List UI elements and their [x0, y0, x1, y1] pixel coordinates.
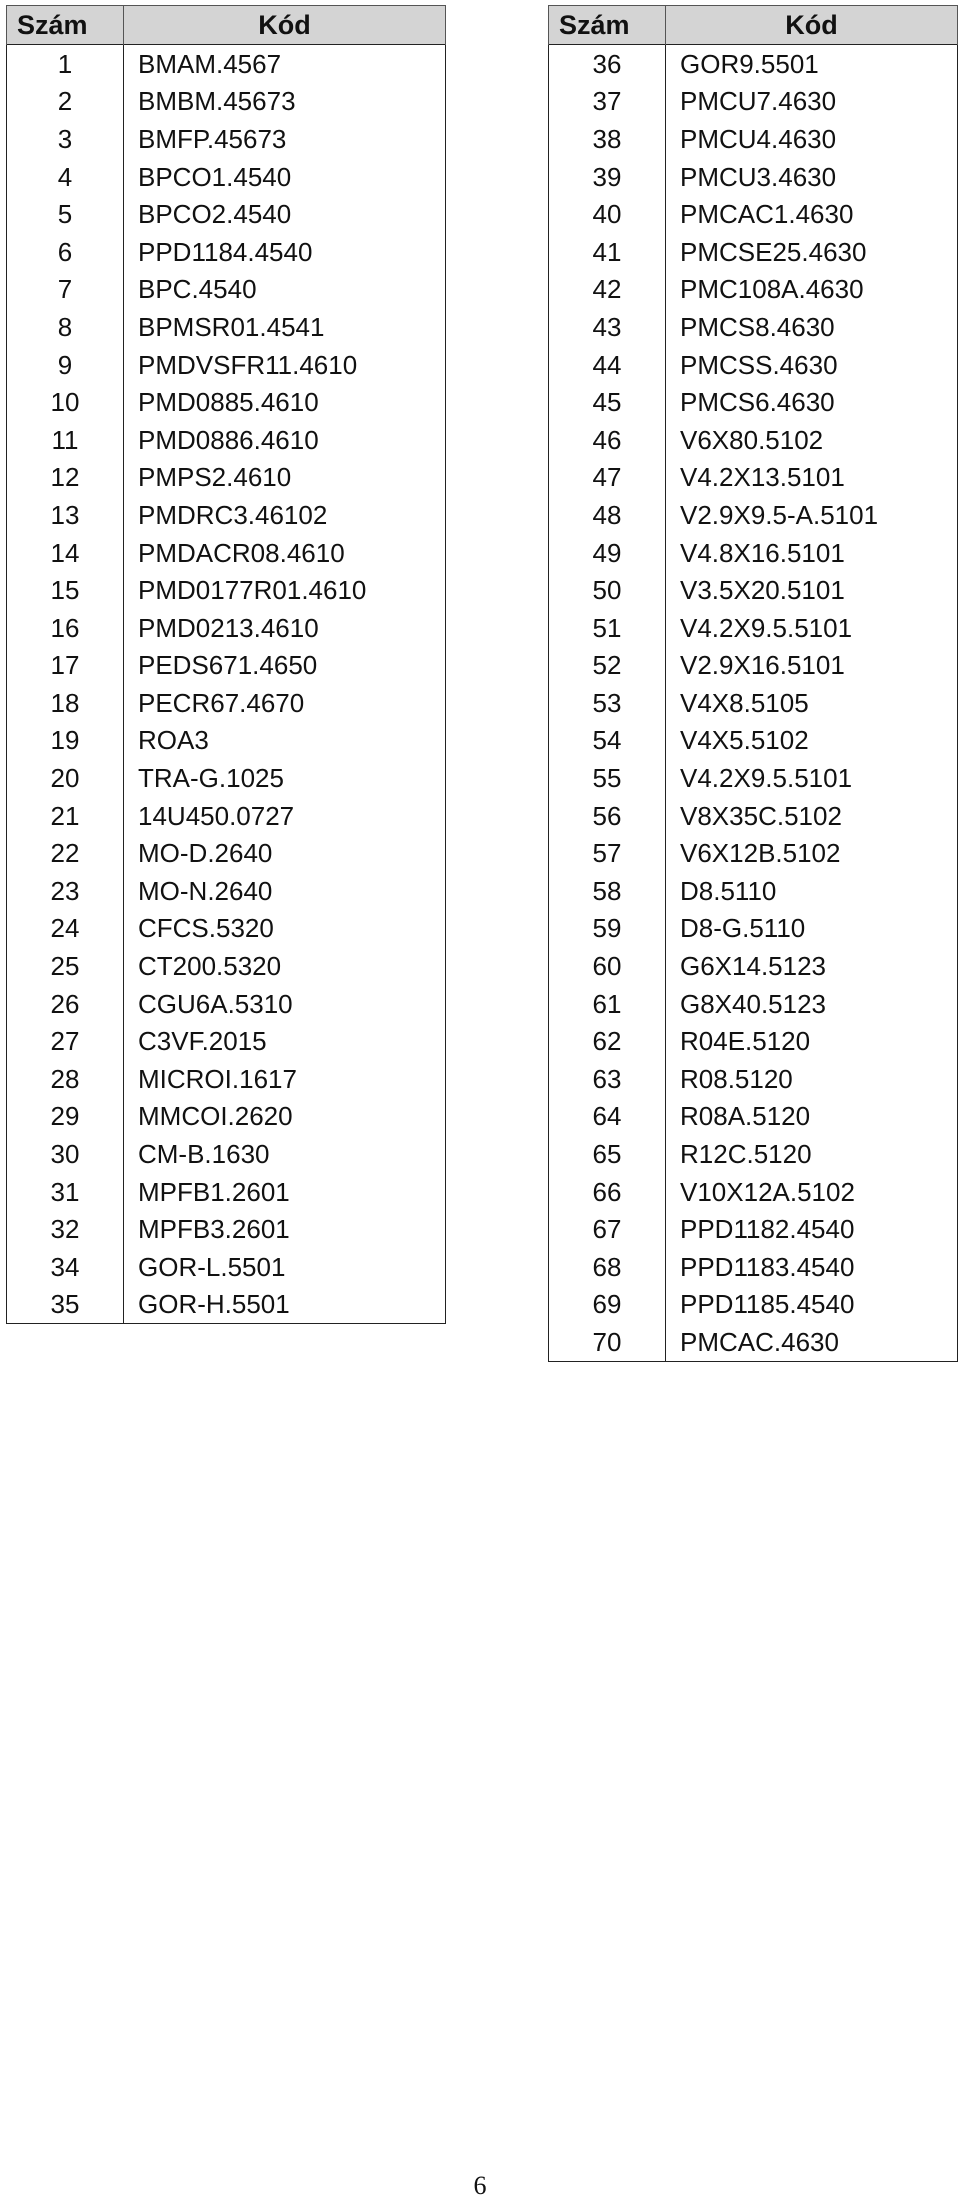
row-code: PPD1183.4540 — [666, 1248, 958, 1286]
row-code: V4.2X9.5.5101 — [666, 609, 958, 647]
row-code: R08A.5120 — [666, 1098, 958, 1136]
row-number: 8 — [7, 308, 124, 346]
row-code: PMCS8.4630 — [666, 308, 958, 346]
row-code: BMFP.45673 — [124, 120, 446, 158]
header-num: Szám — [549, 6, 666, 45]
row-code: G6X14.5123 — [666, 947, 958, 985]
row-code: BPMSR01.4541 — [124, 308, 446, 346]
row-number: 20 — [7, 759, 124, 797]
table-row — [549, 459, 958, 497]
table-row — [7, 722, 446, 760]
row-number: 22 — [7, 834, 124, 872]
row-code: PMCU7.4630 — [666, 83, 958, 121]
row-number: 54 — [549, 722, 666, 760]
row-code: PMCU4.4630 — [666, 120, 958, 158]
row-code: PMCSE25.4630 — [666, 233, 958, 271]
row-code: V6X12B.5102 — [666, 834, 958, 872]
table-row — [549, 910, 958, 948]
row-number: 38 — [549, 120, 666, 158]
table-row — [549, 1060, 958, 1098]
row-code: V4.8X16.5101 — [666, 534, 958, 572]
row-number: 44 — [549, 346, 666, 384]
table-row — [549, 308, 958, 346]
row-number: 28 — [7, 1060, 124, 1098]
row-code: PPD1182.4540 — [666, 1210, 958, 1248]
table-row — [549, 83, 958, 121]
table-row — [549, 383, 958, 421]
row-number: 34 — [7, 1248, 124, 1286]
row-code: PMC108A.4630 — [666, 271, 958, 309]
row-number: 6 — [7, 233, 124, 271]
table-row — [7, 1286, 446, 1324]
row-code: PMD0886.4610 — [124, 421, 446, 459]
row-number: 47 — [549, 459, 666, 497]
row-code: V4.2X13.5101 — [666, 459, 958, 497]
row-number: 15 — [7, 571, 124, 609]
row-code: TRA-G.1025 — [124, 759, 446, 797]
row-code: 14U450.0727 — [124, 797, 446, 835]
row-number: 19 — [7, 722, 124, 760]
header-num: Szám — [7, 6, 124, 45]
table-row — [7, 459, 446, 497]
row-number: 40 — [549, 195, 666, 233]
row-number: 39 — [549, 158, 666, 196]
row-number: 69 — [549, 1286, 666, 1324]
row-number: 23 — [7, 872, 124, 910]
row-code: GOR9.5501 — [666, 45, 958, 83]
row-code: MO-D.2640 — [124, 834, 446, 872]
row-number: 36 — [549, 45, 666, 83]
table-row — [549, 1098, 958, 1136]
table-row — [7, 233, 446, 271]
row-number: 16 — [7, 609, 124, 647]
row-code: CFCS.5320 — [124, 910, 446, 948]
row-number: 57 — [549, 834, 666, 872]
row-number: 21 — [7, 797, 124, 835]
row-number: 13 — [7, 496, 124, 534]
row-code: PMDACR08.4610 — [124, 534, 446, 572]
row-number: 7 — [7, 271, 124, 309]
table-row — [549, 195, 958, 233]
table-row — [549, 1248, 958, 1286]
table-row — [7, 83, 446, 121]
table-row — [7, 1248, 446, 1286]
row-number: 10 — [7, 383, 124, 421]
table-row — [549, 496, 958, 534]
table-row — [549, 571, 958, 609]
row-number: 45 — [549, 383, 666, 421]
code-table-right — [548, 5, 958, 1362]
row-code: V3.5X20.5101 — [666, 571, 958, 609]
row-code: BMBM.45673 — [124, 83, 446, 121]
row-number: 2 — [7, 83, 124, 121]
row-number: 26 — [7, 985, 124, 1023]
table-row — [7, 346, 446, 384]
row-number: 32 — [7, 1210, 124, 1248]
table-row — [7, 834, 446, 872]
row-number: 67 — [549, 1210, 666, 1248]
code-table-left — [6, 5, 446, 1324]
row-number: 41 — [549, 233, 666, 271]
table-header-row — [7, 6, 446, 45]
table-row — [549, 759, 958, 797]
row-code: MPFB1.2601 — [124, 1173, 446, 1211]
table-row — [7, 534, 446, 572]
row-code: V8X35C.5102 — [666, 797, 958, 835]
row-number: 50 — [549, 571, 666, 609]
row-number: 68 — [549, 1248, 666, 1286]
row-number: 56 — [549, 797, 666, 835]
row-code: PEDS671.4650 — [124, 647, 446, 685]
table-row — [7, 1210, 446, 1248]
row-code: GOR-L.5501 — [124, 1248, 446, 1286]
table-row — [549, 534, 958, 572]
row-code: V6X80.5102 — [666, 421, 958, 459]
table-row — [7, 647, 446, 685]
row-code: V2.9X9.5-A.5101 — [666, 496, 958, 534]
row-number: 63 — [549, 1060, 666, 1098]
table-row — [549, 120, 958, 158]
table-row — [7, 271, 446, 309]
row-number: 46 — [549, 421, 666, 459]
table-row — [7, 797, 446, 835]
row-number: 17 — [7, 647, 124, 685]
table-row — [7, 45, 446, 83]
table-row — [549, 1173, 958, 1211]
table-row — [7, 684, 446, 722]
row-code: PMDVSFR11.4610 — [124, 346, 446, 384]
row-code: D8-G.5110 — [666, 910, 958, 948]
row-number: 3 — [7, 120, 124, 158]
table-row — [549, 1286, 958, 1324]
table-row — [7, 910, 446, 948]
row-code: PMD0177R01.4610 — [124, 571, 446, 609]
row-code: D8.5110 — [666, 872, 958, 910]
table-row — [549, 872, 958, 910]
table-row — [549, 45, 958, 83]
table-row — [7, 759, 446, 797]
row-code: CT200.5320 — [124, 947, 446, 985]
row-number: 1 — [7, 45, 124, 83]
row-code: G8X40.5123 — [666, 985, 958, 1023]
row-number: 49 — [549, 534, 666, 572]
table-row — [7, 383, 446, 421]
table-row — [549, 1323, 958, 1361]
row-number: 31 — [7, 1173, 124, 1211]
row-number: 65 — [549, 1135, 666, 1173]
table-row — [7, 195, 446, 233]
table-row — [7, 496, 446, 534]
table-row — [549, 609, 958, 647]
table-row — [7, 571, 446, 609]
row-code: MICROI.1617 — [124, 1060, 446, 1098]
row-number: 9 — [7, 346, 124, 384]
row-code: PECR67.4670 — [124, 684, 446, 722]
row-code: C3VF.2015 — [124, 1022, 446, 1060]
table-row — [549, 1022, 958, 1060]
row-code: MMCOI.2620 — [124, 1098, 446, 1136]
table-row — [549, 233, 958, 271]
table-row — [7, 1173, 446, 1211]
row-number: 30 — [7, 1135, 124, 1173]
row-code: V4X8.5105 — [666, 684, 958, 722]
table-row — [7, 120, 446, 158]
row-code: R12C.5120 — [666, 1135, 958, 1173]
row-number: 58 — [549, 872, 666, 910]
row-number: 70 — [549, 1323, 666, 1361]
row-code: MPFB3.2601 — [124, 1210, 446, 1248]
row-number: 11 — [7, 421, 124, 459]
table-row — [549, 947, 958, 985]
row-number: 55 — [549, 759, 666, 797]
row-code: V4.2X9.5.5101 — [666, 759, 958, 797]
row-number: 52 — [549, 647, 666, 685]
row-code: V4X5.5102 — [666, 722, 958, 760]
table-row — [7, 1098, 446, 1136]
row-code: GOR-H.5501 — [124, 1286, 446, 1324]
row-number: 43 — [549, 308, 666, 346]
row-code: PPD1184.4540 — [124, 233, 446, 271]
table-row — [549, 271, 958, 309]
row-code: BPC.4540 — [124, 271, 446, 309]
row-code: PMCAC1.4630 — [666, 195, 958, 233]
row-code: PMD0213.4610 — [124, 609, 446, 647]
row-code: BMAM.4567 — [124, 45, 446, 83]
row-code: R04E.5120 — [666, 1022, 958, 1060]
row-code: PMCS6.4630 — [666, 383, 958, 421]
row-code: CM-B.1630 — [124, 1135, 446, 1173]
table-row — [549, 797, 958, 835]
row-number: 42 — [549, 271, 666, 309]
table-row — [7, 421, 446, 459]
table-row — [7, 609, 446, 647]
row-code: PMCSS.4630 — [666, 346, 958, 384]
row-number: 62 — [549, 1022, 666, 1060]
table-row — [7, 872, 446, 910]
table-row — [549, 647, 958, 685]
row-number: 12 — [7, 459, 124, 497]
row-number: 66 — [549, 1173, 666, 1211]
row-code: V10X12A.5102 — [666, 1173, 958, 1211]
row-code: CGU6A.5310 — [124, 985, 446, 1023]
row-code: PMCU3.4630 — [666, 158, 958, 196]
row-number: 25 — [7, 947, 124, 985]
row-number: 27 — [7, 1022, 124, 1060]
table-row — [549, 985, 958, 1023]
header-code: Kód — [666, 6, 958, 45]
row-number: 51 — [549, 609, 666, 647]
table-row — [549, 421, 958, 459]
row-number: 59 — [549, 910, 666, 948]
row-number: 64 — [549, 1098, 666, 1136]
table-row — [7, 947, 446, 985]
row-code: PMPS2.4610 — [124, 459, 446, 497]
row-number: 61 — [549, 985, 666, 1023]
table-row — [549, 346, 958, 384]
table-row — [7, 1060, 446, 1098]
row-code: PMCAC.4630 — [666, 1323, 958, 1361]
row-code: PMD0885.4610 — [124, 383, 446, 421]
table-row — [549, 684, 958, 722]
row-number: 29 — [7, 1098, 124, 1136]
row-number: 60 — [549, 947, 666, 985]
row-code: PPD1185.4540 — [666, 1286, 958, 1324]
row-number: 4 — [7, 158, 124, 196]
row-code: PMDRC3.46102 — [124, 496, 446, 534]
table-row — [549, 158, 958, 196]
table-row — [7, 1135, 446, 1173]
table-header-row — [549, 6, 958, 45]
row-number: 24 — [7, 910, 124, 948]
table-row — [7, 985, 446, 1023]
row-code: R08.5120 — [666, 1060, 958, 1098]
row-number: 48 — [549, 496, 666, 534]
row-number: 53 — [549, 684, 666, 722]
row-number: 18 — [7, 684, 124, 722]
table-row — [549, 1210, 958, 1248]
row-number: 14 — [7, 534, 124, 572]
row-code: MO-N.2640 — [124, 872, 446, 910]
table-row — [549, 1135, 958, 1173]
row-code: BPCO2.4540 — [124, 195, 446, 233]
row-number: 5 — [7, 195, 124, 233]
table-row — [549, 834, 958, 872]
table-row — [7, 158, 446, 196]
row-number: 37 — [549, 83, 666, 121]
table-row — [7, 308, 446, 346]
page-number: 6 — [473, 2171, 487, 2200]
row-code: ROA3 — [124, 722, 446, 760]
table-row — [7, 1022, 446, 1060]
header-code: Kód — [124, 6, 446, 45]
row-code: BPCO1.4540 — [124, 158, 446, 196]
row-code: V2.9X16.5101 — [666, 647, 958, 685]
row-number: 35 — [7, 1286, 124, 1324]
table-row — [549, 722, 958, 760]
